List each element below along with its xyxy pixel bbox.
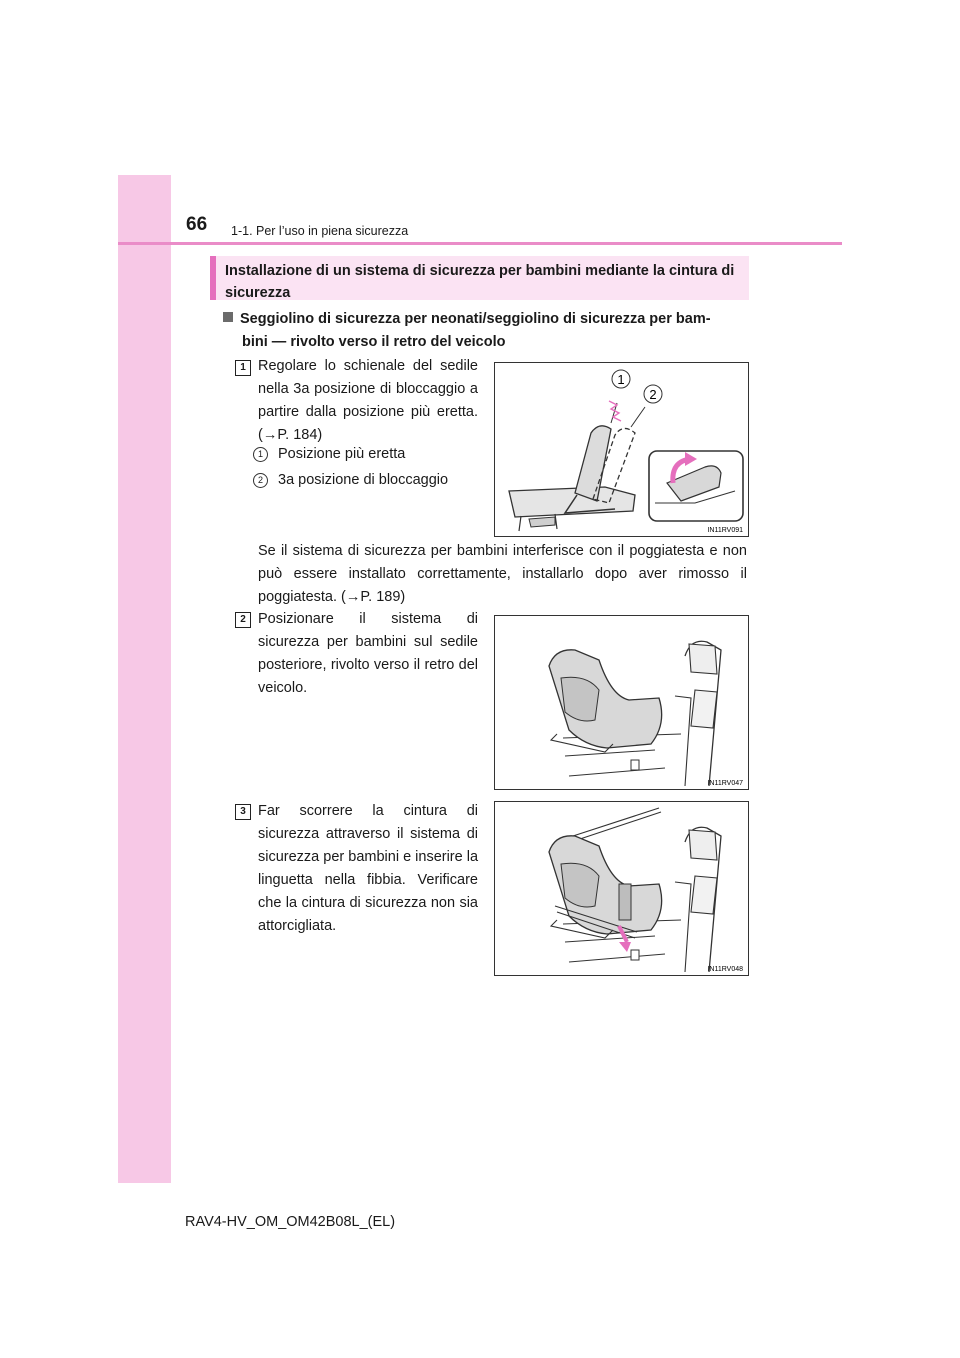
step-3-text: Far scorrere la cintura di sicurezza attraverso il sistema di sicurezza per bambini e inserire la linguetta nella fibbia. Verificare che la cintura di sicurezza non sia attorcigliata. — [258, 803, 479, 934]
figure-code: IN11RV091 — [707, 527, 743, 534]
step-number-3: 3 — [235, 804, 251, 820]
figure-belt-routing — [494, 801, 749, 976]
callout-number: 1 — [253, 447, 268, 462]
figure-seat-recline — [494, 362, 749, 537]
figure-code: IN11RV047 — [707, 780, 743, 787]
item-label: Posizione più eretta — [278, 446, 406, 462]
section-breadcrumb: 1-1. Per l’uso in piena sicurezza — [231, 224, 409, 238]
step-1-note: Se il sistema di sicurezza per bambini interferisce con il poggiatesta e non può essere installato correttamente, installarlo dopo aver rimosso il poggiatesta. (→P. 189) — [258, 543, 747, 605]
callout-1-label: 1 — [617, 372, 625, 387]
step-1-text: Regolare lo schienale del sedile nella 3a posizione di bloccaggio a partire dalla posizione più eretta. (→P. 184) — [258, 358, 478, 443]
page-number: 66 — [186, 214, 208, 235]
step-number-1: 1 — [235, 360, 251, 376]
document-code-footer: RAV4-HV_OM_OM42B08L_(EL) — [185, 1214, 396, 1230]
square-bullet-icon — [223, 312, 233, 322]
subsection-line-2: bini — rivolto verso il retro del veicolo — [242, 334, 506, 350]
step-2-text: Posizionare il sistema di sicurezza per bambini sul sedile posteriore, rivolto verso il retro del veicolo. — [258, 611, 478, 696]
item-label: 3a posizione di bloccaggio — [278, 472, 449, 488]
step-1-item-1 — [253, 446, 405, 462]
callout-number: 2 — [253, 473, 268, 488]
section-sidebar-tab — [118, 175, 171, 1183]
figure-code: IN11RV048 — [707, 966, 743, 973]
callout-2-label: 2 — [649, 387, 657, 402]
section-title: Installazione di un sistema di sicurezza per bambini mediante la cintura di sicurezza — [210, 256, 749, 300]
figure-child-seat-placement — [494, 615, 749, 790]
subsection-line-1: Seggiolino di sicurezza per neonati/seggiolino di sicurezza per bam- — [240, 311, 711, 327]
step-number-2: 2 — [235, 612, 251, 628]
step-1-item-2 — [253, 472, 448, 488]
header-rule — [118, 242, 842, 245]
subsection-title — [223, 308, 749, 354]
